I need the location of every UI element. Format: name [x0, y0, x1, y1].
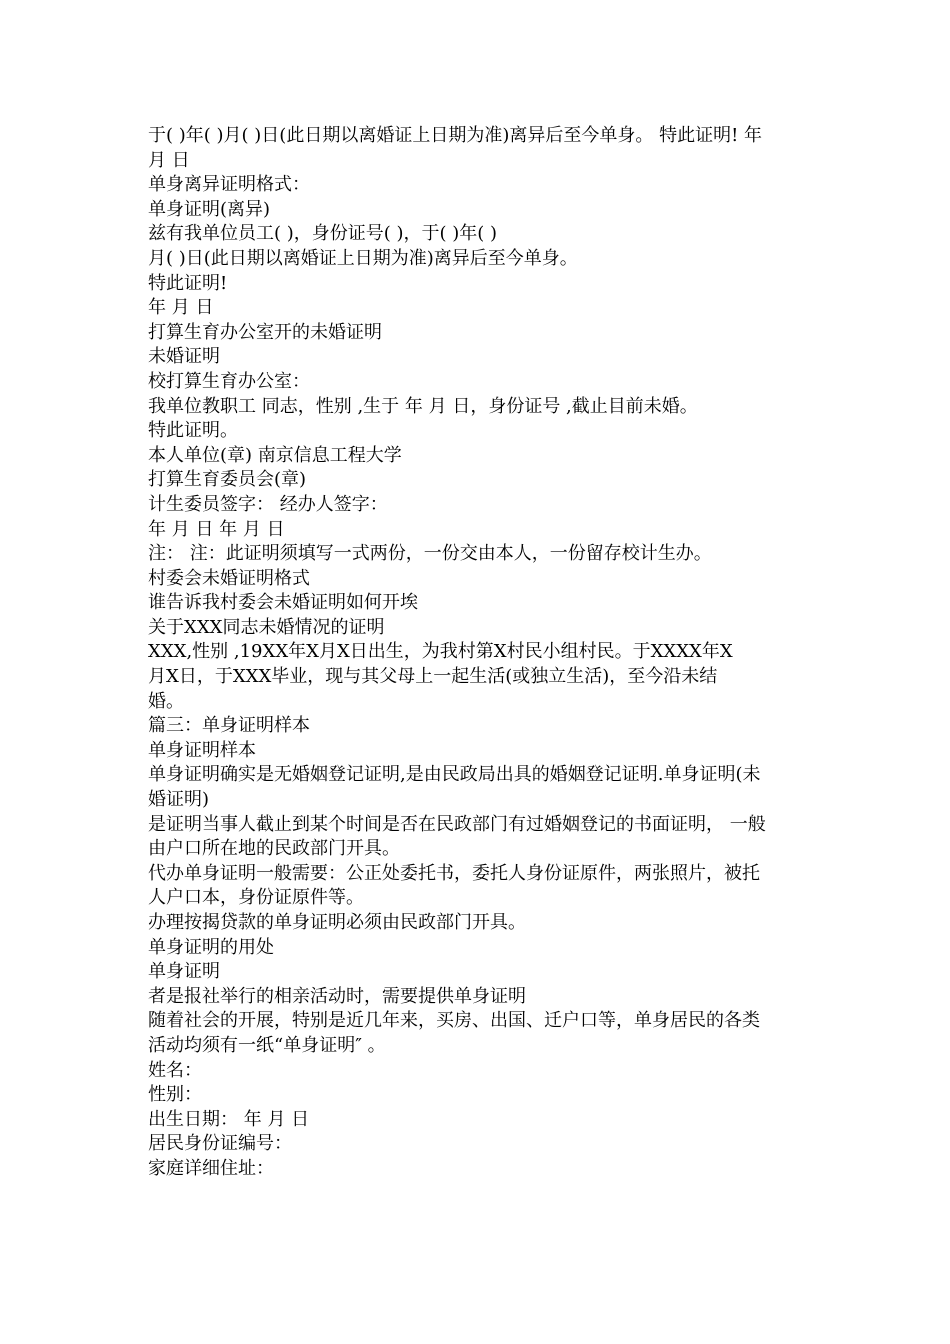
text-line: 随着社会的开展，特别是近几年来，买房、出国、迁户口等，单身居民的各类	[148, 1010, 760, 1032]
text-line: 单身证明确实是无婚姻登记证明,是由民政局出具的婚姻登记证明.单身证明(未	[148, 764, 761, 786]
section-heading: 村委会未婚证明格式	[148, 567, 310, 589]
text-line: 人户口本，身份证原件等。	[148, 887, 364, 909]
text-line: 特此证明!	[148, 272, 228, 294]
text-line: 年 月 日	[148, 297, 214, 319]
section-heading: 打算生育办公室开的未婚证明	[148, 321, 382, 343]
form-field-label: 家庭详细住址：	[148, 1157, 274, 1179]
form-field-label: 出生日期： 年 月 日	[148, 1108, 310, 1130]
text-line: 兹有我单位员工( )，身份证号( )，于( )年( )	[148, 223, 498, 245]
text-line: 于( )年( )月( )日(此日期以离婚证上日期为准)离异后至今单身。 特此证明! 年	[148, 125, 763, 146]
form-field-label: 居民身份证编号：	[148, 1133, 292, 1155]
text-line: 由户口所在地的民政部门开具。	[148, 838, 400, 860]
text-line: 婚证明)	[148, 789, 210, 811]
text-line: 单身证明的用处	[148, 936, 274, 958]
text-line: 单身证明样本	[148, 739, 256, 761]
text-line: 年 月 日 年 月 日	[148, 518, 285, 540]
text-line: 月 日	[148, 149, 190, 171]
text-line: 代办单身证明一般需要：公正处委托书，委托人身份证原件，两张照片，被托	[148, 862, 760, 884]
text-line: 打算生育委员会(章)	[148, 469, 307, 491]
text-line: 单身证明	[148, 961, 220, 983]
text-line: 是证明当事人截止到某个时间是否在民政部门有过婚姻登记的书面证明， 一般	[148, 813, 766, 835]
form-field-label: 姓名：	[148, 1059, 202, 1081]
text-line: 单身证明(离异)	[148, 198, 271, 220]
text-line: 特此证明。	[148, 420, 238, 442]
document-body	[148, 124, 808, 1182]
text-line: XXX,性别 ,19XX年X月X日出生，为我村第X村民小组村民。于XXXX年X	[148, 641, 733, 663]
section-heading: 单身离异证明格式：	[148, 174, 310, 196]
text-line: 办理按揭贷款的单身证明必须由民政部门开具。	[148, 912, 526, 933]
text-line: 计生委员签字： 经办人签字：	[148, 493, 388, 515]
text-line: 活动均须有一纸“单身证明″ 。	[148, 1034, 386, 1056]
text-line: 婚。	[148, 690, 184, 712]
text-line: 关于XXX同志未婚情况的证明	[148, 616, 385, 638]
text-line: 谁告诉我村委会未婚证明如何开埃	[148, 592, 418, 614]
text-line: 月X日，于XXX毕业，现与其父母上一起生活(或独立生活)，至今沿未结	[148, 666, 718, 688]
text-line: 校打算生育办公室：	[148, 370, 310, 392]
text-line: 我单位教职工 同志，性别 ,生于 年 月 日，身份证号 ,截止目前未婚。	[148, 395, 698, 417]
section-heading: 篇三：单身证明样本	[148, 715, 310, 737]
text-line: 月( )日(此日期以离婚证上日期为准)离异后至今单身。	[148, 247, 578, 269]
form-field-label: 性别：	[148, 1084, 202, 1106]
text-line: 者是报社举行的相亲活动时，需要提供单身证明	[148, 985, 526, 1007]
text-line: 注： 注：此证明须填写一式两份，一份交由本人，一份留存校计生办。	[148, 543, 712, 565]
text-line: 本人单位(章) 南京信息工程大学	[148, 444, 402, 466]
text-line: 未婚证明	[148, 346, 220, 368]
